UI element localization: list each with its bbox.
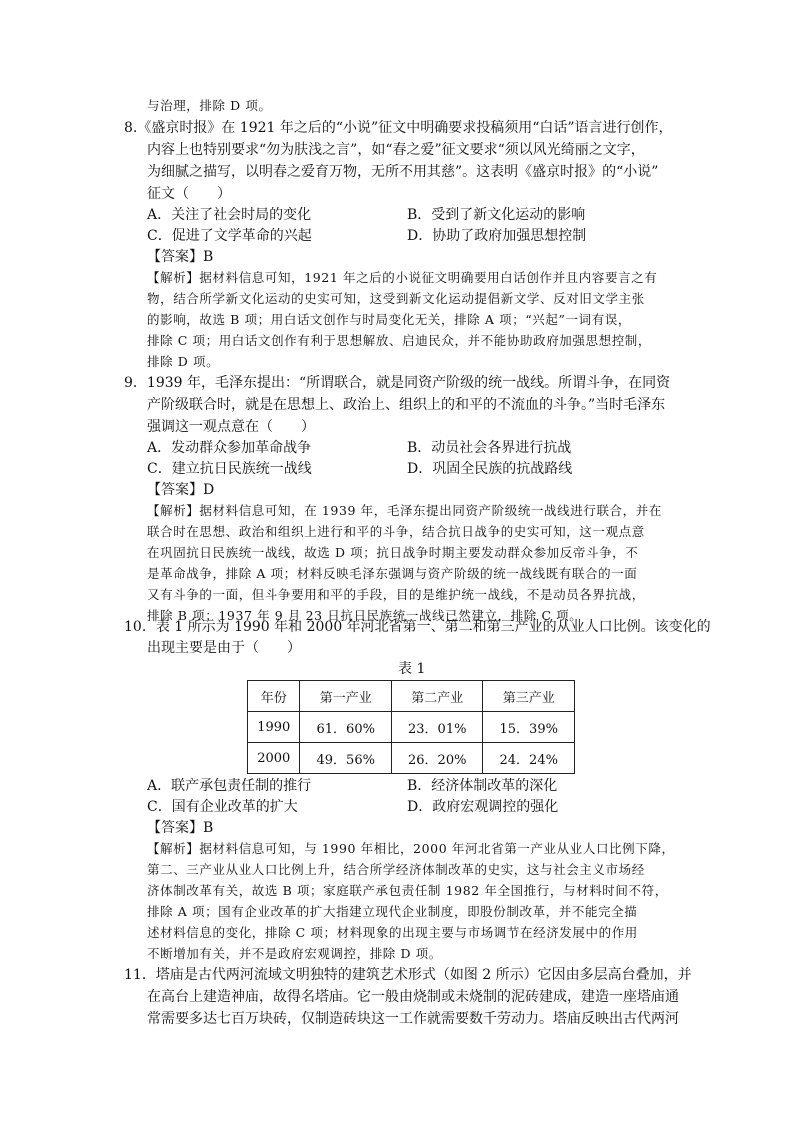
q11-stem-line-2: 在高台上建造神庙，故得名塔庙。它一般由烧制或未烧制的泥砖建成，建造一座塔庙通 <box>147 989 679 1005</box>
q8-explanation-2: 物，结合所学新文化运动的史实可知，这受到新文化运动提倡新文学、反对旧文学主张 <box>147 291 645 306</box>
table-row <box>248 712 575 743</box>
q8-option-b: B．受到了新文化运动的影响 <box>407 207 586 223</box>
table-header-cell: 年份 <box>248 681 300 712</box>
q8-option-d: D．协助了政府加强思想控制 <box>407 228 587 244</box>
q8-explanation-3: 的影响，故选 B 项；用白话文创作与时局变化无关，排除 A 项；“兴起”一词有误， <box>147 312 631 327</box>
q8-explanation-4: 排除 C 项；用白话文创作有利于思想解放、启迪民众，并不能协助政府加强思想控制， <box>147 333 652 348</box>
q10-explanation-4: 排除 A 项；国有企业改革的扩大指建立现代企业制度，即股份制改革，并不能完全描 <box>147 904 638 919</box>
table-header-row <box>248 681 575 712</box>
q10-explanation-5: 述材料信息的变化，排除 C 项；材料现象的出现主要与市场调节在经济发展中的作用 <box>147 925 638 940</box>
q10-option-a: A．联产承包责任制的推行 <box>147 778 312 794</box>
q10-explanation-1: 【解析】据材料信息可知，与 1990 年相比，2000 年河北省第一产业从业人口比例下降， <box>147 841 675 856</box>
q10-stem-line-1: 10．表 1 所示为 1990 年和 2000 年河北省第一、第二和第三产业的从业人口比例。该变化的 <box>124 619 711 635</box>
q9-explanation-2: 联合时在思想、政治和组织上进行和平的斗争，结合抗日战争的史实可知，这一观点意 <box>147 524 645 539</box>
q9-option-d: D．巩固全民族的抗战路线 <box>407 461 573 477</box>
table-row <box>248 743 575 774</box>
q8-explanation-5: 排除 D 项。 <box>147 354 220 369</box>
q9-stem-line-3: 强调这一观点意在（ ） <box>147 419 315 435</box>
prev-explanation-tail: 与治理，排除 D 项。 <box>147 98 272 113</box>
table-cell: 26．20% <box>391 743 483 774</box>
q8-explanation-1: 【解析】据材料信息可知，1921 年之后的小说征文明确要用白话创作并且内容要言之有 <box>147 270 658 285</box>
q8-stem-line-2: 内容上也特别要求“勿为肤浅之言”，如“春之爱”征文要求“须以风光绮丽之文字， <box>147 142 645 158</box>
q10-explanation-6: 不断增加有关，并不是政府宏观调控，排除 D 项。 <box>147 946 442 961</box>
q10-option-c: C．国有企业改革的扩大 <box>147 799 298 815</box>
q8-option-c: C．促进了文学革命的兴起 <box>147 228 312 244</box>
q11-stem-line-1: 11．塔庙是古代两河流域文明独特的建筑艺术形式（如图 2 所示）它因由多层高台叠加，并 <box>124 967 692 983</box>
q9-explanation-4: 是革命战争，排除 A 项；材料反映毛泽东强调与资产阶级的统一战线既有联合的一面 <box>147 566 638 581</box>
table-cell: 15．39% <box>483 712 575 743</box>
q8-answer: 【答案】B <box>147 249 214 265</box>
table-cell: 23．01% <box>391 712 483 743</box>
q9-option-a: A．发动群众参加革命战争 <box>147 440 312 456</box>
q9-explanation-5: 又有斗争的一面，但斗争要用和平的手段，目的是维护统一战线，不是动员各界抗战， <box>147 587 645 602</box>
table-cell: 49．56% <box>300 743 392 774</box>
q9-option-c: C．建立抗日民族统一战线 <box>147 461 312 477</box>
q10-explanation-3: 济体制改革有关，故选 B 项；家庭联产承包责任制 1982 年全国推行，与材料时间不符， <box>147 883 668 898</box>
table-header-cell: 第三产业 <box>483 681 575 712</box>
q9-explanation-1: 【解析】据材料信息可知，在 1939 年，毛泽东提出同资产阶级统一战线进行联合，并在 <box>147 503 662 518</box>
table-header-cell: 第一产业 <box>300 681 392 712</box>
table-caption: 表 1 <box>398 661 426 677</box>
q9-stem-line-1: 9．1939 年，毛泽东提出：“所谓联合，就是同资产阶级的统一战线。所谓斗争，在同资 <box>124 375 671 391</box>
q11-stem-line-3: 常需要多达七百万块砖，仅制造砖块这一工作就需要数千劳动力。塔庙反映出古代两河 <box>147 1011 679 1027</box>
q8-stem-line-4: 征文（ ） <box>147 186 231 202</box>
q9-answer: 【答案】D <box>147 482 215 498</box>
table-cell: 24．24% <box>483 743 575 774</box>
employment-table <box>247 680 575 774</box>
q9-stem-line-2: 产阶级联合时，就是在思想上、政治上、组织上的和平的不流血的斗争。”当时毛泽东 <box>147 397 666 413</box>
table-header-cell: 第二产业 <box>391 681 483 712</box>
q10-option-d: D．政府宏观调控的强化 <box>407 799 559 815</box>
q10-stem-line-2: 出现主要是由于（ ） <box>147 640 301 656</box>
q8-option-a: A．关注了社会时局的变化 <box>147 207 312 223</box>
q10-option-b: B．经济体制改革的深化 <box>407 778 558 794</box>
q8-stem-line-1: 8.《盛京时报》在 1921 年之后的“小说”征文中明确要求投稿须用“白话”语言进行创作， <box>124 120 673 136</box>
q9-option-b: B．动员社会各界进行抗战 <box>407 440 572 456</box>
q10-explanation-2: 第二、三产业从业人口比例上升，结合所学经济体制改革的史实，这与社会主义市场经 <box>147 862 645 877</box>
q8-stem-line-3: 为细腻之描写，以明春之爱育万物，无所不用其慈”。这表明《盛京时报》的“小说” <box>147 164 659 180</box>
q9-explanation-3: 在巩固抗日民族统一战线，故选 D 项；抗日战争时期主要发动群众参加反帝斗争，不 <box>147 545 639 560</box>
table-cell: 2000 <box>248 743 300 774</box>
table-cell: 1990 <box>248 712 300 743</box>
table-cell: 61．60% <box>300 712 392 743</box>
q9-explanation-6: 排除 B 项；1937 年 9 月 23 日抗日民族统一战线已然建立，排除 C 项。 <box>147 608 583 623</box>
q10-answer: 【答案】B <box>147 820 214 836</box>
